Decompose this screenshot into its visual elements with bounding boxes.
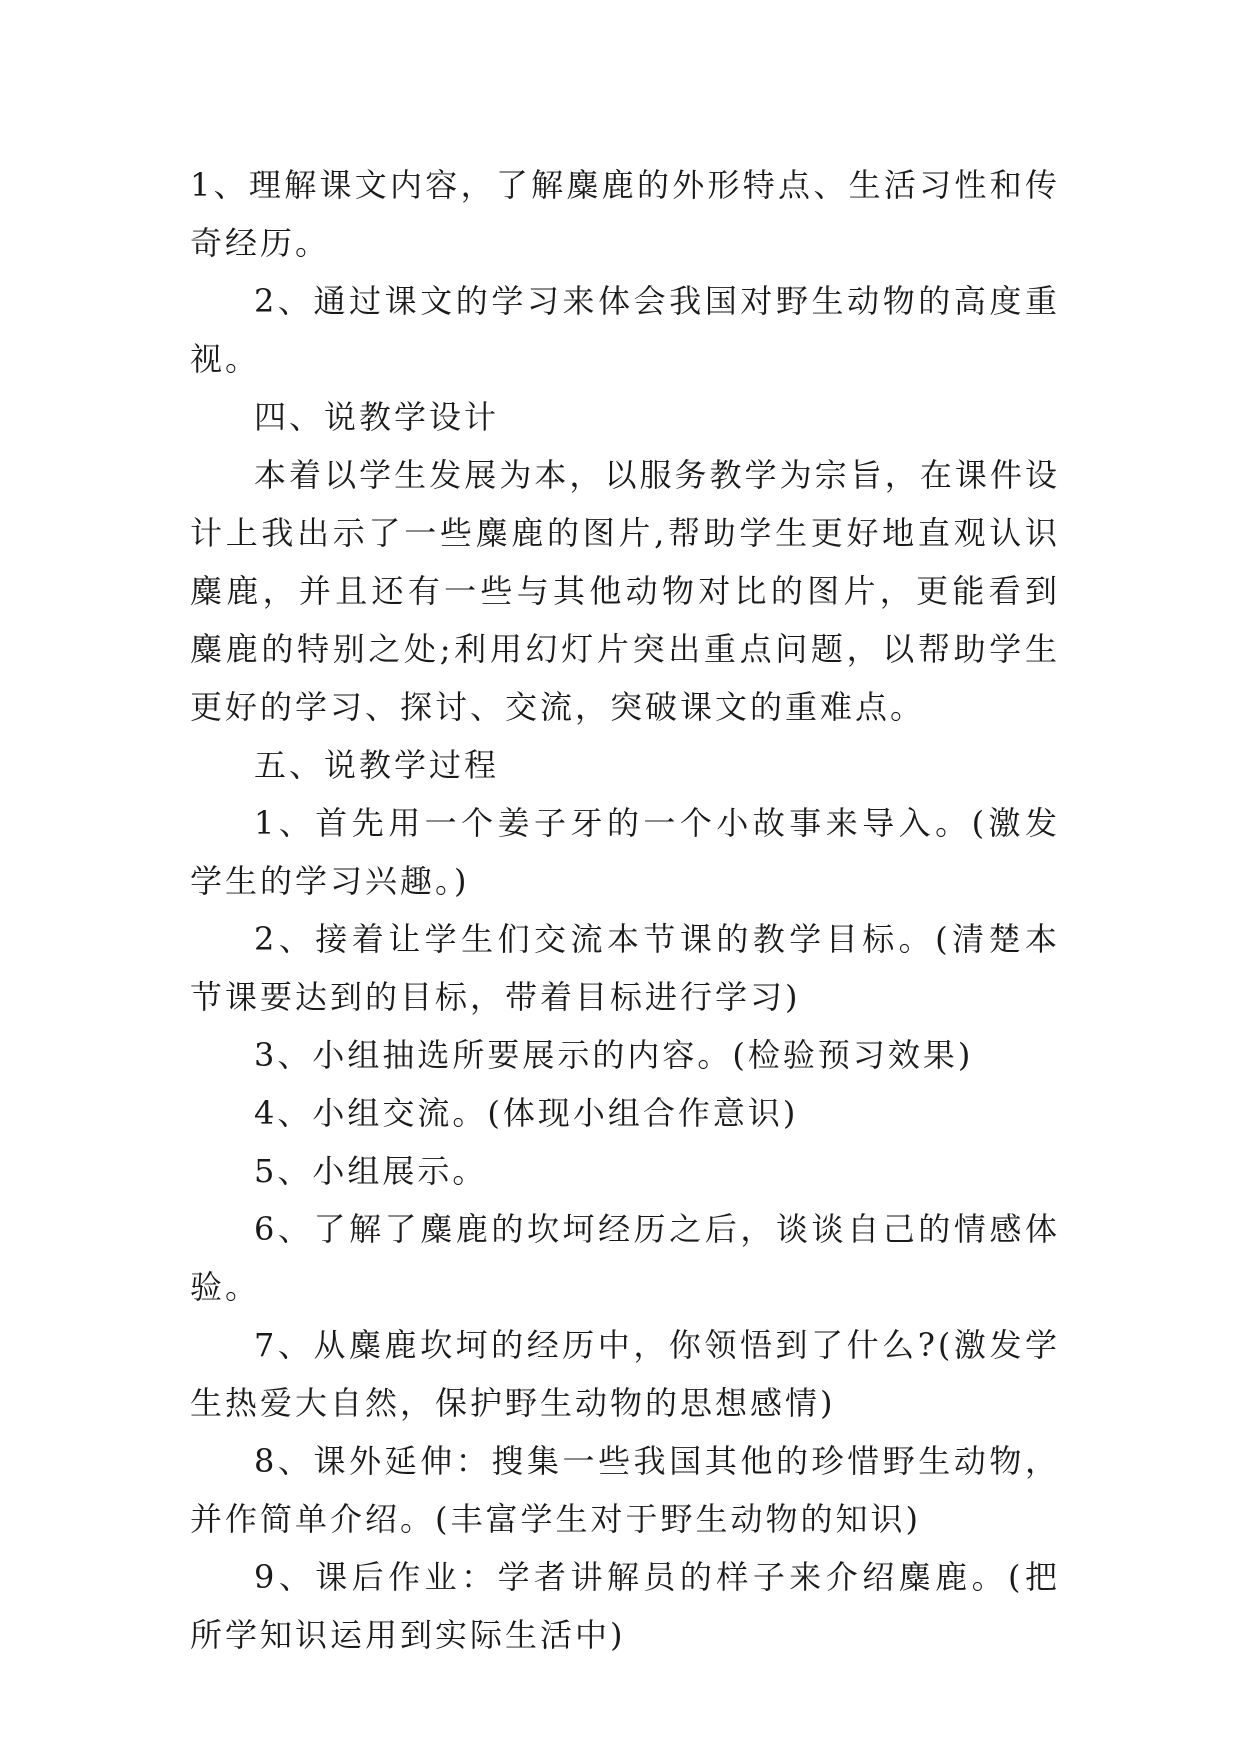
list-item: 8、课外延伸：搜集一些我国其他的珍惜野生动物，并作简单介绍。(丰富学生对于野生动物的知识) [190, 1442, 1060, 1538]
paragraph: 1、理解课文内容，了解麋鹿的外形特点、生活习性和传奇经历。 [190, 166, 1060, 262]
list-item: 1、首先用一个姜子牙的一个小故事来导入。(激发学生的学习兴趣。) [190, 804, 1060, 900]
section-heading: 五、说教学过程 [254, 746, 500, 784]
paragraph: 2、通过课文的学习来体会我国对野生动物的高度重视。 [190, 282, 1060, 378]
paragraph: 本着以学生发展为本，以服务教学为宗旨，在课件设计上我出示了一些麋鹿的图片,帮助学生更好地直观认识麋鹿，并且还有一些与其他动物对比的图片，更能看到麋鹿的特别之处;利用幻灯片突出重点问题，以帮助学生更好的学习、探讨、交流，突破课文的重难点。 [190, 456, 1060, 726]
list-item: 6、了解了麋鹿的坎坷经历之后，谈谈自己的情感体验。 [190, 1210, 1060, 1306]
list-item: 9、课后作业：学者讲解员的样子来介绍麋鹿。(把所学知识运用到实际生活中) [190, 1558, 1060, 1654]
section-heading: 四、说教学设计 [254, 398, 500, 436]
list-item: 2、接着让学生们交流本节课的教学目标。(清楚本节课要达到的目标，带着目标进行学习) [190, 920, 1060, 1016]
document-body [190, 156, 1060, 1664]
list-item: 5、小组展示。 [254, 1152, 488, 1190]
list-item: 3、小组抽选所要展示的内容。(检验预习效果) [254, 1036, 974, 1074]
list-item: 4、小组交流。(体现小组合作意识) [254, 1094, 799, 1132]
list-item: 7、从麋鹿坎坷的经历中，你领悟到了什么?(激发学生热爱大自然，保护野生动物的思想感情) [190, 1326, 1060, 1422]
